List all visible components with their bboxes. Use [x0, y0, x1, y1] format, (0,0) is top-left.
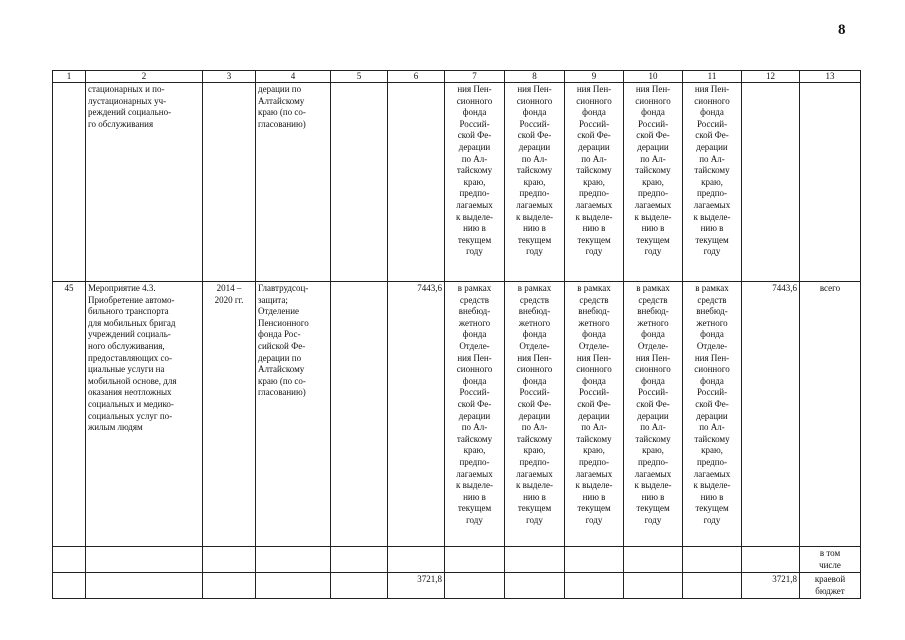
table-row [53, 547, 861, 573]
header-cell: 11 [683, 71, 742, 83]
table-cell [331, 547, 388, 573]
fund-cell [565, 573, 624, 599]
executor-cell [256, 573, 331, 599]
fund-cell [445, 547, 505, 573]
source-cell: всего [800, 282, 861, 547]
fund-text: ния Пен- сионного фонда Россий- ской Фе- дерации по Ал- тайскому краю, предпо- лагаемых к выделе- нию в текущем году [693, 84, 731, 257]
header-cell: 8 [505, 71, 565, 83]
measure-name-cell [86, 573, 203, 599]
fund-cell [683, 547, 742, 573]
header-cell: 6 [388, 71, 445, 83]
executor-cell [256, 547, 331, 573]
fund-cell [505, 83, 565, 282]
row-number-cell [53, 83, 86, 282]
total-cell: 3721,8 [742, 573, 800, 599]
table-row [53, 282, 861, 547]
fund-cell [445, 83, 505, 282]
executor-text: Главтрудсоц- защита; Отделение Пенсионного фонда Рос- сийской Фе- дерации по Алтайскому краю (по со- гласованию) [258, 283, 309, 398]
header-cell: 4 [256, 71, 331, 83]
amount-cell [388, 83, 445, 282]
table-row [53, 573, 861, 599]
measure-name-cell [86, 83, 203, 282]
measure-name-cell [86, 282, 203, 547]
measure-name-text: стационарных и по- лустационарных уч- реждений социально- го обслуживания [88, 84, 172, 129]
fund-cell [565, 282, 624, 547]
total-cell [742, 83, 800, 282]
fund-text: в рамках средств внебюд- жетного фонда Отделе- ния Пен- сионного фонда Россий- ской Фе- дерации по Ал- тайскому краю, предпо- лагаемых к выделе- нию в текущем году [516, 283, 553, 525]
fund-cell [445, 282, 505, 547]
row-number-cell [53, 573, 86, 599]
table-cell [331, 282, 388, 547]
fund-cell [505, 547, 565, 573]
header-cell: 9 [565, 71, 624, 83]
fund-cell [624, 573, 683, 599]
fund-text: ния Пен- сионного фонда Россий- ской Фе- дерации по Ал- тайскому краю, предпо- лагаемых к выделе- нию в текущем году [634, 84, 672, 257]
header-cell: 10 [624, 71, 683, 83]
fund-text: в рамках средств внебюд- жетного фонда Отделе- ния Пен- сионного фонда Россий- ской Фе- дерации по Ал- тайскому краю, предпо- лагаемых к выделе- нию в текущем году [575, 283, 613, 525]
amount-cell: 7443,6 [388, 282, 445, 547]
fund-cell [683, 83, 742, 282]
fund-cell [505, 282, 565, 547]
period-text: 2014 – 2020 гг. [214, 283, 244, 305]
header-cell: 2 [86, 71, 203, 83]
fund-cell [624, 547, 683, 573]
period-cell [203, 547, 256, 573]
executor-cell [256, 83, 331, 282]
fund-text: ния Пен- сионного фонда Россий- ской Фе- дерации по Ал- тайскому краю, предпо- лагаемых к выделе- нию в текущем году [456, 84, 493, 257]
row-number-cell: 45 [53, 282, 86, 547]
fund-cell [683, 573, 742, 599]
source-cell [800, 547, 861, 573]
header-cell: 7 [445, 71, 505, 83]
measure-name-text: Мероприятие 4.3. Приобретение автомо- бильного транспорта для мобильных бригад учреждений социаль- ного обслуживания, предоставляющих со- циальные услуги на мобильной основе, для оказания неотложных социальных и медико- социальных услуг по- жилым людям [88, 283, 177, 433]
source-text: краевой бюджет [814, 574, 846, 596]
page-number: 8 [838, 22, 846, 38]
fund-text: в рамках средств внебюд- жетного фонда Отделе- ния Пен- сионного фонда Россий- ской Фе- дерации по Ал- тайскому краю, предпо- лагаемых к выделе- нию в текущем году [693, 283, 731, 525]
fund-text: в рамках средств внебюд- жетного фонда Отделе- ния Пен- сионного фонда Россий- ской Фе- дерации по Ал- тайскому краю, предпо- лагаемых к выделе- нию в текущем году [456, 283, 493, 525]
period-cell [203, 573, 256, 599]
total-cell: 7443,6 [742, 282, 800, 547]
fund-text: ния Пен- сионного фонда Россий- ской Фе- дерации по Ал- тайскому краю, предпо- лагаемых к выделе- нию в текущем году [575, 84, 613, 257]
amount-cell [388, 547, 445, 573]
header-cell: 1 [53, 71, 86, 83]
executor-cell [256, 282, 331, 547]
header-cell: 3 [203, 71, 256, 83]
period-cell [203, 83, 256, 282]
table-cell [331, 573, 388, 599]
source-text: в том числе [819, 548, 841, 570]
table-cell [331, 83, 388, 282]
source-cell [800, 573, 861, 599]
fund-cell [565, 547, 624, 573]
total-cell [742, 547, 800, 573]
period-cell [203, 282, 256, 547]
table-row [53, 83, 861, 282]
amount-cell: 3721,8 [388, 573, 445, 599]
measure-name-cell [86, 547, 203, 573]
fund-text: ния Пен- сионного фонда Россий- ской Фе- дерации по Ал- тайскому краю, предпо- лагаемых к выделе- нию в текущем году [516, 84, 553, 257]
header-cell: 5 [331, 71, 388, 83]
header-cell: 13 [800, 71, 861, 83]
fund-cell [624, 83, 683, 282]
fund-cell [565, 83, 624, 282]
fund-cell [505, 573, 565, 599]
fund-text: в рамках средств внебюд- жетного фонда Отделе- ния Пен- сионного фонда Россий- ской Фе- дерации по Ал- тайскому краю, предпо- лагаемых к выделе- нию в текущем году [634, 283, 672, 525]
fund-cell [624, 282, 683, 547]
executor-text: дерации по Алтайскому краю (по со- гласованию) [258, 84, 306, 129]
row-number-cell [53, 547, 86, 573]
fund-cell [445, 573, 505, 599]
source-cell [800, 83, 861, 282]
budget-table [52, 70, 861, 599]
header-cell: 12 [742, 71, 800, 83]
table-header-row [53, 71, 861, 83]
fund-cell [683, 282, 742, 547]
